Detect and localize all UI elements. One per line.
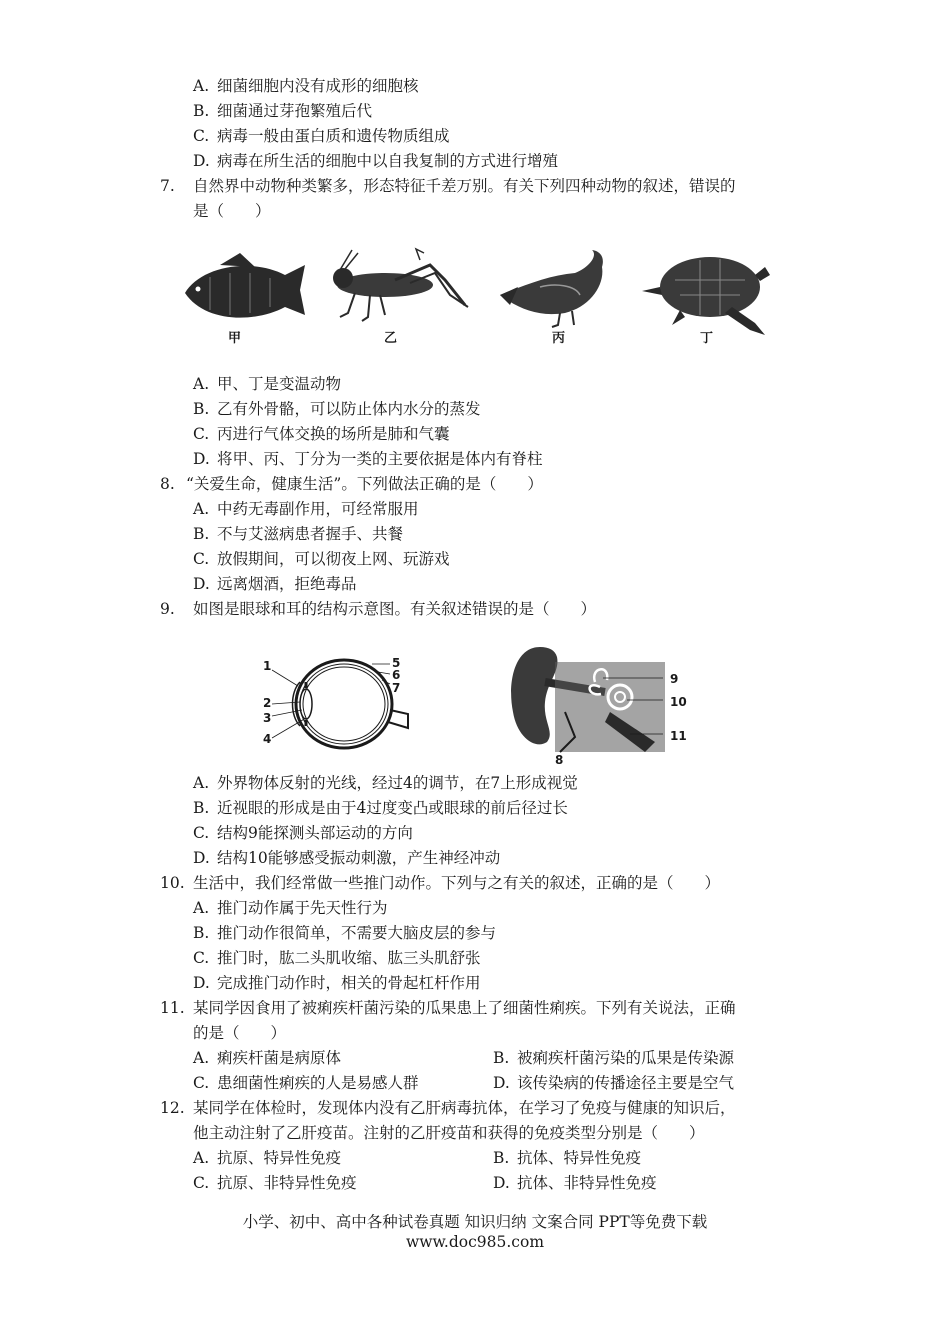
- q7-stem-line1: 自然界中动物种类繁多，形态特征千差万别。有关下列四种动物的叙述，错误的: [193, 177, 736, 195]
- q7-option-d: D. 将甲、丙、丁分为一类的主要依据是体内有脊柱: [193, 450, 543, 468]
- eye-label-6: 6: [392, 668, 401, 682]
- eye-label-5: 5: [392, 656, 401, 670]
- q9-option-a: A. 外界物体反射的光线，经过4的调节，在7上形成视觉: [193, 774, 578, 792]
- q10-option-c: C. 推门时，肱二头肌收缩、肱三头肌舒张: [193, 949, 481, 967]
- fish-image: [185, 253, 305, 318]
- pigeon-image: [500, 250, 603, 327]
- q8-option-b: B. 不与艾滋病患者握手、共餐: [193, 525, 404, 543]
- q8-option-c: C. 放假期间，可以彻夜上网、玩游戏: [193, 550, 450, 568]
- q12-option-d: D. 抗体、非特异性免疫: [493, 1174, 657, 1192]
- q9-stem: 如图是眼球和耳的结构示意图。有关叙述错误的是（ ）: [193, 600, 597, 618]
- q9-number: 9.: [160, 600, 175, 618]
- q12-number: 12.: [160, 1099, 185, 1117]
- ear-label-11: 11: [670, 729, 687, 743]
- q8-number: 8.: [160, 475, 175, 493]
- q10-option-b: B. 推门动作很简单，不需要大脑皮层的参与: [193, 924, 497, 942]
- q6-option-c: C. 病毒一般由蛋白质和遗传物质组成: [193, 127, 450, 145]
- q6-option-a: A. 细菌细胞内没有成形的细胞核: [193, 77, 419, 95]
- q12-option-c: C. 抗原、非特异性免疫: [193, 1174, 357, 1192]
- q11-stem-line2: 的是（ ）: [193, 1024, 287, 1042]
- q10-stem: 生活中，我们经常做一些推门动作。下列与之有关的叙述，正确的是（ ）: [193, 874, 721, 892]
- ear-label-9: 9: [670, 672, 679, 686]
- eye-label-7: 7: [392, 681, 401, 695]
- ear-label-8: 8: [555, 753, 564, 767]
- eye-label-2: 2: [263, 696, 272, 710]
- q12-stem-line1: 某同学在体检时，发现体内没有乙肝病毒抗体，在学习了免疫与健康的知识后，: [193, 1099, 736, 1117]
- turtle-image: [642, 257, 770, 335]
- q11-number: 11.: [160, 999, 185, 1017]
- q11-option-d: D. 该传染病的传播途径主要是空气: [493, 1074, 735, 1092]
- animal-label-jia: 甲: [228, 331, 242, 346]
- q10-option-d: D. 完成推门动作时，相关的骨起杠杆作用: [193, 974, 481, 992]
- q7-number: 7.: [160, 177, 175, 195]
- q9-option-b: B. 近视眼的形成是由于4过度变凸或眼球的前后径过长: [193, 799, 568, 817]
- ear-diagram: [505, 642, 670, 754]
- q7-option-a: A. 甲、丁是变温动物: [193, 375, 342, 393]
- eye-label-3: 3: [263, 711, 272, 725]
- eye-label-1: 1: [263, 659, 272, 673]
- footer-url[interactable]: www.doc985.com: [405, 1233, 545, 1251]
- q10-option-a: A. 推门动作属于先天性行为: [193, 899, 388, 917]
- q11-option-b: B. 被痢疾杆菌污染的瓜果是传染源: [493, 1049, 735, 1067]
- q11-stem-line1: 某同学因食用了被痢疾杆菌污染的瓜果患上了细菌性痢疾。下列有关说法，正确: [193, 999, 736, 1017]
- q7-option-b: B. 乙有外骨骼，可以防止体内水分的蒸发: [193, 400, 481, 418]
- q7-option-c: C. 丙进行气体交换的场所是肺和气囊: [193, 425, 450, 443]
- animal-label-bing: 丙: [552, 331, 566, 346]
- q12-option-a: A. 抗原、特异性免疫: [193, 1149, 342, 1167]
- q7-stem-line2: 是（ ）: [193, 202, 271, 220]
- grasshopper-image: [333, 249, 468, 321]
- q11-option-c: C. 患细菌性痢疾的人是易感人群: [193, 1074, 419, 1092]
- q9-option-d: D. 结构10能够感受振动刺激，产生神经冲动: [193, 849, 501, 867]
- eye-diagram: [262, 652, 410, 764]
- footer-line1: 小学、初中、高中各种试卷真题 知识归纳 文案合同 PPT等免费下载: [242, 1213, 708, 1231]
- q12-option-b: B. 抗体、特异性免疫: [493, 1149, 642, 1167]
- q10-number: 10.: [160, 874, 185, 892]
- animal-label-yi: 乙: [384, 331, 398, 346]
- q12-stem-line2: 他主动注射了乙肝疫苗。注射的乙肝疫苗和获得的免疫类型分别是（ ）: [193, 1124, 705, 1142]
- q8-option-d: D. 远离烟酒，拒绝毒品: [193, 575, 357, 593]
- animal-label-ding: 丁: [700, 331, 714, 346]
- q11-option-a: A. 痢疾杆菌是病原体: [193, 1049, 342, 1067]
- q8-stem: “关爱生命，健康生活”。下列做法正确的是（ ）: [186, 475, 543, 493]
- q8-option-a: A. 中药无毒副作用，可经常服用: [193, 500, 419, 518]
- q6-option-d: D. 病毒在所生活的细胞中以自我复制的方式进行增殖: [193, 152, 559, 170]
- ear-label-10: 10: [670, 695, 687, 709]
- eye-label-4: 4: [263, 732, 272, 746]
- q9-option-c: C. 结构9能探测头部运动的方向: [193, 824, 413, 842]
- animals-figure: [180, 245, 780, 350]
- q6-option-b: B. 细菌通过芽孢繁殖后代: [193, 102, 373, 120]
